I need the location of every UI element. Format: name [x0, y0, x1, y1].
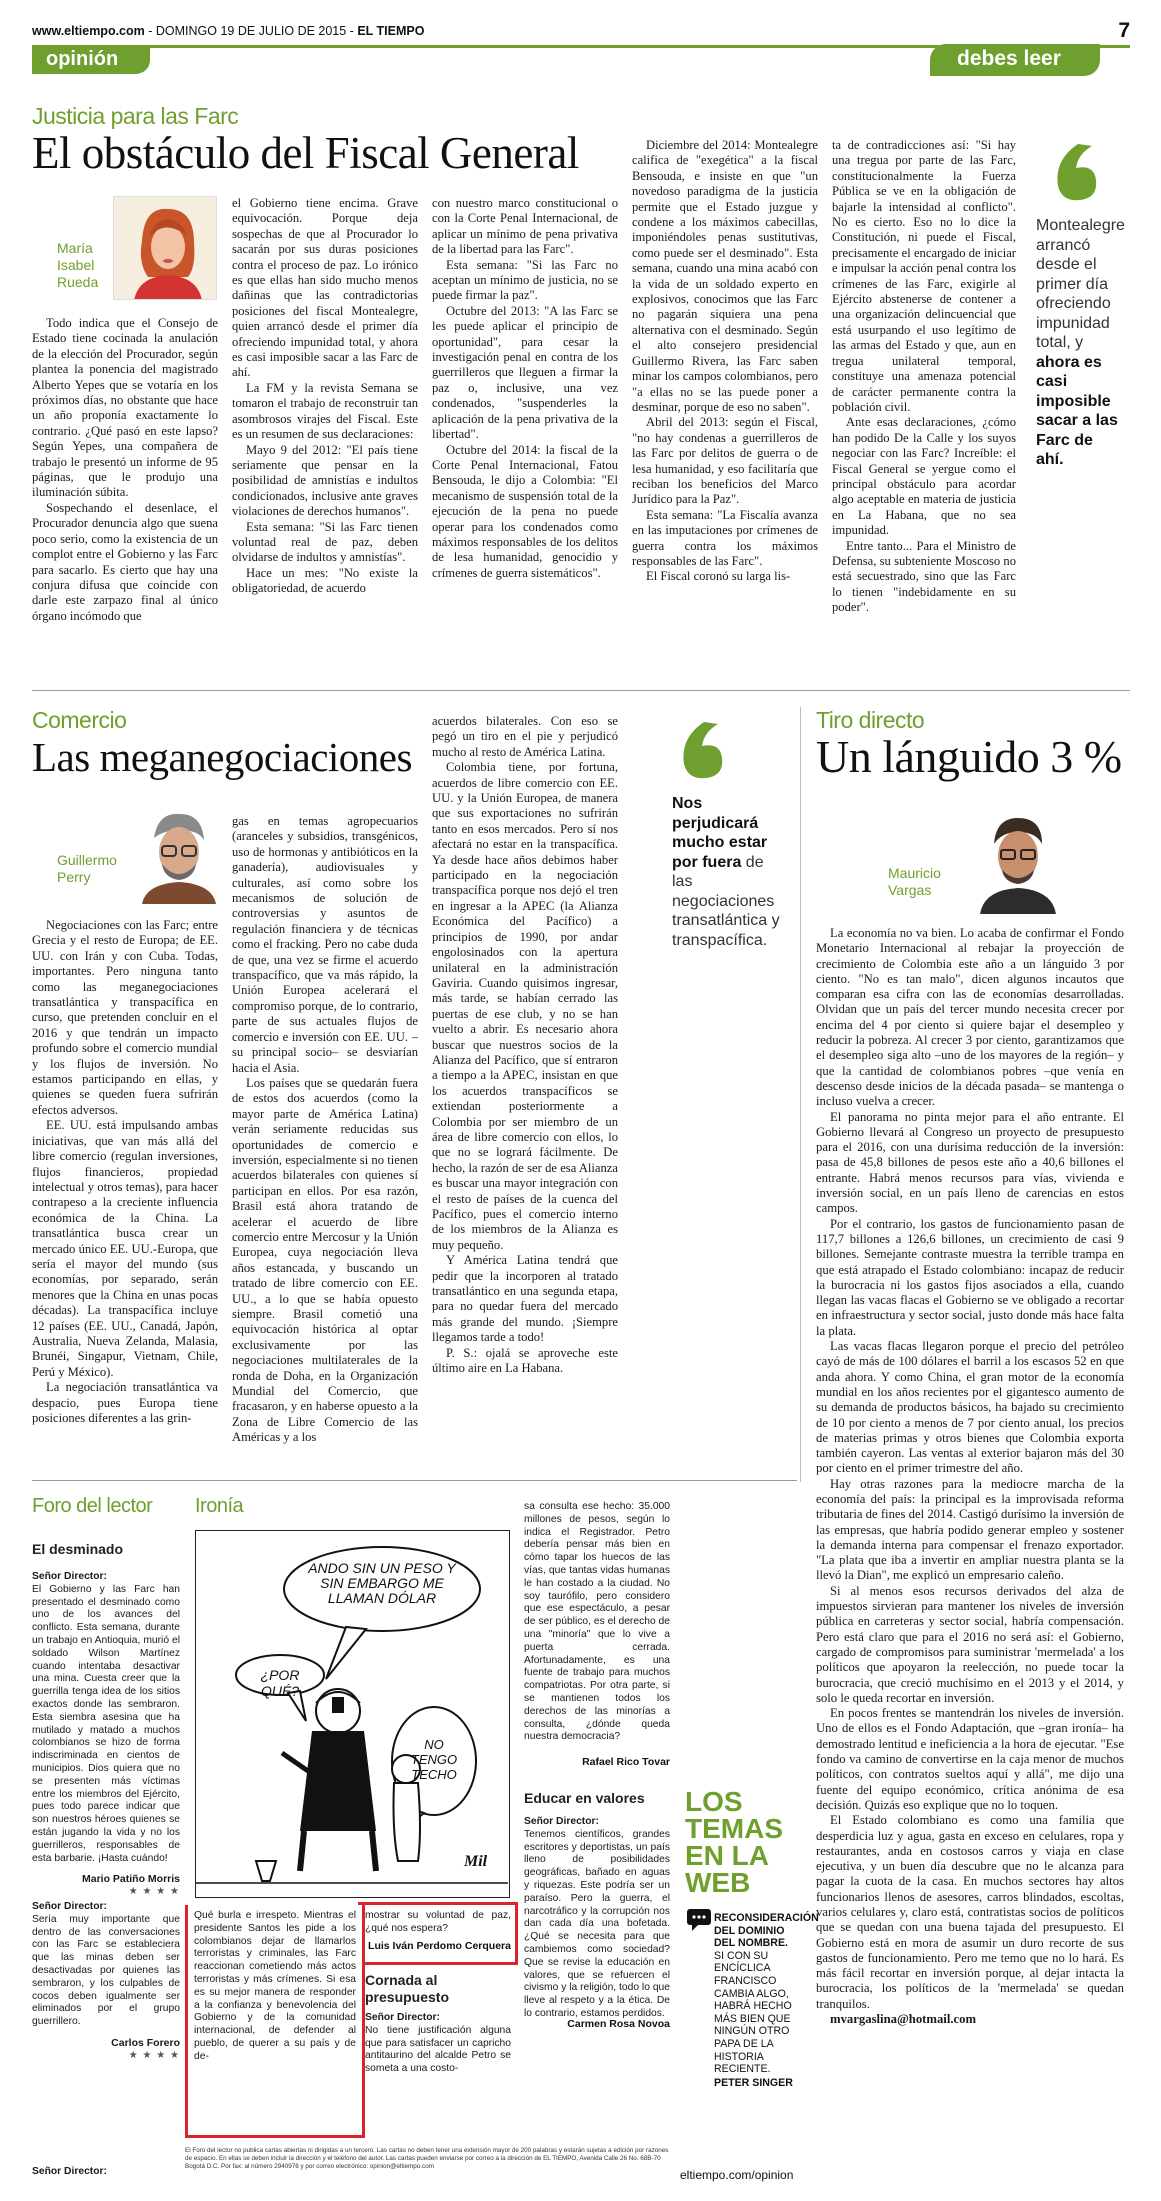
ironia-letter: Qué burla e irrespeto. Mientras el presidente Santos les pide a los colombianos dejar de llamarlos terroristas y criminales, las Farc reaccionan cometiendo más actos terroristas y más crímenes. Si esa es su mejor manera de responder a la confianza y benevolencia del Gobierno y de la comunidad internacional, de defender al pueblo, de querer a su país y de de-: [194, 1910, 356, 2062]
article3-headline: Un lánguido 3 %: [816, 731, 1122, 782]
editorial-cartoon: [195, 1530, 510, 1898]
quote-mark-icon: [674, 718, 732, 782]
site-url[interactable]: www.eltiempo.com: [32, 24, 145, 38]
author-photo-vargas: [966, 806, 1068, 914]
article2-col3: acuerdos bilaterales. Con eso se pegó un tiro en el pie y perjudicó mucho al resto de América Latina. Colombia tiene, por fortuna, acuerdos de libre comercio con EE. UU. y la Unión Europea, de manera que sus exportaciones no sufrirán tanto en esos mercados. Pero sí nos afectará no estar en la transpacífica. Ya desde hace años debimos haber participado en la negociación transpacífica porque nos dejó el tren en ingresar a la APEC (la Alianza Económica del Pacífico) a principios de 1990, por andar engolosinados con la apertura unilateral en la administración Gaviria. Cuando quisimos ingresar, más tarde, se habían cerrado las puertas de ese club, y no se han vuelto a abrir. Es necesario ahora buscar que nuestros socios de la Alianza del Pacífico, que sí entraron a tiempo a la APEC, insistan en que los acuerdos transpacíficos se extiendan posteriormente a Colombia por ser miembro de un área de libre comercio con ellos, lo que no se logrará fácilmente. De hecho, la razón de ser de esa Alianza es buscar una mayor integración con el resto de países de la cuenca del Pacífico, pues el comercio interno de los miembros de la Alianza es muy pequeño. Y América Latina tendrá que pedir que la incorporen al tratado transatlántico en una segunda etapa, para no quedar fuera del mercado más grande del mundo. ¡Siempre llegamos tarde a todo! P. S.: ojalá se aproveche este último aire en La Habana.: [432, 714, 618, 1376]
article2-kicker: Comercio: [32, 707, 127, 733]
article1-headline: El obstáculo del Fiscal General: [32, 128, 579, 178]
cornada-letter: Señor Director: No tiene justificación alguna que para satisfacer un capricho antitaurino del alcalde Petro se someta a una costo-: [365, 2012, 511, 2075]
web-box-title: LOS TEMAS EN LA WEB: [685, 1786, 783, 1898]
article1-pull-quote: Montealegre arrancó desde el primer día ofreciendo impunidad total, y ahora es casi imposible sacar a las Farc de ahí.: [1036, 217, 1125, 468]
article3-kicker: Tiro directo: [816, 707, 925, 733]
ironia-letter-cont: mostrar su voluntad de paz, ¿qué nos espera?: [365, 1910, 511, 1934]
article3-author: Mauricio Vargas: [888, 865, 941, 898]
ironia-letter-sign: Luis Iván Perdomo Cerquera: [368, 1940, 511, 1952]
highlighted-letter-top-right: [515, 1902, 518, 1964]
highlighted-letter-mid: [362, 1962, 518, 1965]
article2-col1: Negociaciones con las Farc; entre Grecia y el resto de Europa; de EE. UU. con Irán y con Cuba. Todas, importantes. Pero ninguna tanto como las meganegociaciones transatlántica y transpacífica en curso, que pretenden concluir en el 2016 y que tendrán un impacto profundo sobre el comercio mundial y los flujos de inversión. No estamos participando en ellas, y quienes se queden fuera sufrirán efectos adversos. EE. UU. está impulsando ambas iniciativas, que van más allá del libre comercio (regulan inversiones, flujos financieros, propiedad intelectual y otros temas), para hacer contrapeso a la creciente influencia económica de la China. La transatlántica busca crear un mercado único EE. UU.-Europa, que sería el mayor del mundo (sus economías, por separado, serán menores que la China en unas pocas décadas). La transpacífica incluye 12 países (EE. UU., Canadá, Japón, Australia, Nueva Zelanda, Malasia, Brunéi, Singapur, Vietnam, Chile, Perú y México). La negociación transatlántica va despacio, pues Europa tiene posiciones diferentes a las grin-: [32, 918, 218, 1425]
author-email[interactable]: mvargaslina@hotmail.com: [830, 2012, 977, 2027]
article1-author: María Isabel Rueda: [57, 240, 99, 290]
article2-headline: Las meganegociaciones: [32, 734, 412, 780]
divider-article2: [32, 1480, 797, 1481]
letter1: Señor Director: El Gobierno y las Farc han presentado el desminado como uno de los avances del conflicto. Esta semana, durante un trabajo en Antioquia, murió el soldado Wilson Martínez cuando intentaba desactivar una mina. Cuesta creer que la guerrilla tenga idea de los sitios exactos donde las sembraron. Esta siembra asesina que ha mutilado y matado a muchos colombianos se hizo de forma indiscriminada en cientos de municipios. Dios quiera que no se presenten más víctimas entre los miembros del Ejército, pues todo parece indicar que son nuestros héroes quienes se están jugando la vida y no los guerrilleros, responsables de esta barbarie. ¡Hasta cuándo! Mario Patiño Morris ★ ★ ★ ★ Señor Director: Sería muy importante que dentro de las conversaciones con las Farc se estableciera que las minas deben ser desactivadas por quienes las sembraron, y los culpables de cocos deben igualmente ser eliminados por el grupo guerrillero. Carlos Forero ★ ★ ★ ★: [32, 1571, 180, 2061]
ironia-title: Ironía: [195, 1495, 244, 1517]
header-date: - DOMINGO 19 DE JULIO DE 2015 -: [144, 24, 358, 38]
header-bar: [32, 19, 1130, 46]
foro-title: Foro del lector: [32, 1495, 153, 1517]
article1-col2: el Gobierno tiene encima. Grave equivocación. Porque deja sospechas de que al Procurador lo sacarán por sus duras posiciones contra el proceso de paz. Lo irónico es que ellas han sido mucho menos dañinas que las contradictorias posiciones del fiscal Montealegre, quien arrancó desde el primer día ofreciendo impunidad total, y ahora es casi imposible sacar a las Farc de ahí. La FM y la revista Semana se tomaron el trabajo de reconstruir tan asombrosos virajes del Fiscal. Este es un resumen de sus declaraciones: Mayo 9 del 2012: "El país tiene seriamente que pensar en la posibilidad de amnistías e indultos condicionados, inclusive ante graves violaciones de derechos humanos". Esta semana: "Si las Farc tienen voluntad real de paz, deben olvidarse de indultos y amnistías". Hace un mes: "No existe la obligatoriedad, de acuerdo: [232, 196, 418, 596]
cartoonist-signature: Mil: [464, 1853, 488, 1870]
consulta-letter: sa consulta ese hecho: 35.000 millones de pesos, según lo indica el Registrador. Petro debería pensar más bien en cómo tapar los huecos de las vías, que tantas vidas humanas le han costado a la ciudad. No soy taurófilo, pero considero que ese espectáculo, a pesar de ser público, es el derecho de una "minoría" que lo vive a puerta cerrada. Afortunadamente, es una fuente de trabajo para muchos compatriotas. Por otra parte, si se mantienen todos los derechos de las minorías a consulta, ¿dónde queda nuestra democracia?: [524, 1501, 670, 1743]
article1-col4: Diciembre del 2014: Montealegre califica de "exegética" a la fiscal Bensouda, e insiste en que "un novedoso paradigma de la justicia permite que el Estado juzgue y condene a los máximos cabecillas, imponiéndoles penas sustitutivas, como puede ser el desminado". Esta semana, cuando una mina acabó con la vida de un soldado experto en explosivos, conocimos que las Farc no pagarán siquiera una pena alternativa con el desminado. Según el alto consejero presidencial Guillermo Rivera, las Farc saben minar los campos colombianos, pero "a ellas no se las puede poner a desminar, porque de eso no saben". Abril del 2013: según el Fiscal, "no hay condenas a guerrilleros de las Farc por delitos de guerra o de lesa humanidad, y eso facilitaría que reciban los beneficios del Marco Jurídico para la Paz". Esta semana: "La Fiscalía avanza en las imputaciones por crímenes de guerra contra los máximos responsables de las Farc". El Fiscal coronó su larga lis-: [632, 138, 818, 584]
highlighted-letter-top: [358, 1902, 518, 1905]
divider-article1: [32, 690, 1130, 691]
article1-kicker: Justicia para las Farc: [32, 103, 239, 129]
educar-letter: Señor Director: Tenemos científicos, grandes escritores y deportistas, un país lleno de posibilidades geográficas, bañado en aguas y riquezas. Este podría ser un paraíso. Pero la guerra, el narcotráfico y la corrupción nos dan cada día una bofetada. ¿Qué se necesita para que cambiemos como sociedad? Que se revise la educación en valores, que se refuercen el civismo y la religión, todo lo que lleve al respeto y a la ética. De lo contrario, estamos perdidos.: [524, 1816, 670, 2019]
educar-title: Educar en valores: [524, 1790, 645, 1806]
article2-pull-quote: Nos perjudicará mucho estar por fuera de las negociaciones transatlántica y transpacífica.: [672, 795, 780, 949]
column-divider: [800, 707, 801, 1482]
article3-body: La economía no va bien. Lo acaba de confirmar el Fondo Monetario Internacional al rebajar la proyección de crecimiento de Colombia este año a un lánguido 3 por ciento. "No es tan malo", dicen algunos incautos que comparan esa cifra con las de economías desarrolladas. Olvidan que un país del tercer mundo necesita crecer por encima del 4 por ciento si quiere bajar el desempleo y reducir la pobreza. Al crecer 3 por ciento, garantizamos que el desempleo siga alto –uno de los mayores de la región– y que la cantidad de colombianos pobres –que venía en descenso desde inicios de la década pasada– se mantenga o incluso vuelva a crecer. El panorama no pinta mejor para el año entrante. El Gobierno llevará al Congreso un proyecto de presupuesto para el 2016, con una durísima reducción de la inversión: pasa de 45,8 billones de pesos este año a 40,6 billones el entrante. Habrá menos recursos para vías, vivienda e inversión social, en un país lleno de carencias en estos campos. Por el contrario, los gastos de funcionamiento pasan de 117,7 billones a 126,6 billones, un crecimiento de casi 9 billones. Semejante contraste muestra la terrible trampa en que está atrapado el Estado colombiano: incapaz de reducir la burocracia ni los gastos fijos asociados a ella, cuando llegan las vacas flacas el Gobierno se ve obligado a recortar en infraestructura y sector social, justo donde más hace falta la plata. Las vacas flacas llegaron porque el precio del petróleo cayó de más de 100 dólares el barril a los escasos 52 en que anda ahora. Y como China, el gran motor de la economía mundial en los años recientes por el gigantesco aumento de su demanda de productos básicos, ha bajado su crecimiento de 10 por ciento a menos de 7 por ciento anual, los precios de materias primas y otros bienes que Colombia exporta también cayeron. Las ventas al exterior bajaron más del 30 por ciento en el primer trimestre del año. Hay otras razones para la mediocre marcha de la economía del país: la principal es la improvisada reforma tributaria de fines del 2014. Castigó durísimo la inversión de las empresas, que habría podido generar empleo y sostener la demanda interna para compensar el frenazo exportador. "La plata que iba a invertir en ampliar nuestra planta se la llevó la Dian", me explicó un empresario caleño. Si al menos esos recursos derivados del alza de impuestos sirvieran para mantener los niveles de inversión pública en carreteras y sector social, habría compensación. Pero está claro que para el 2016 no será así: el Gobierno, cargado de compromisos para suministrar 'mermelada' a los políticos que apoyaron la reelección, no puede tocar la burocracia, que creció muchísimo en el 2013 y el 2014, y solo le queda recortar en inversión. En pocos frentes se mantendrán los niveles de inversión. Uno de ellos es el Fondo Adaptación, que –gran ironía– ha demostrado lentitud e ineficiencia a la hora de ejecutar. "Ese fondo va camino de convertirse en la caja menor de muchos políticos, con contratos sueltos aquí y allá", me dijo una fuente del equipo económico, crítica anónima de esa decisión. Quizás eso explique que no lo toquen. El Estado colombiano es como una familia que desperdicia luz y agua, gasta en exceso en celulares, ropa y restaurantes, anda en costosos carros y viaja en clase ejecutiva, y un buen día descubre que no le alcanza para pagar la cuota de la casa. En muchos sectores hay altos funcionarios llenos de asesores, carros blindados, escoltas, varios celulares y, claro está, contratistas socios de políticos que se quedan con una buena tajada del presupuesto. El Gobierno está en mora de asumir un duro recorte de sus gastos de funcionamiento. Pero me temo que no lo hará. Es más fácil recortar en inversión porque, al dejar intacta la burocracia, los políticos de la 'mermelada' se quedan tranquilos. mvargaslina@hotmail.com: [816, 926, 1124, 2027]
web-box-url[interactable]: eltiempo.com/opinion: [680, 2168, 794, 2182]
article2-author: Guillermo Perry: [57, 852, 117, 885]
section-tab-opinion: opinión: [32, 46, 150, 74]
footer-note: El Foro del lector no publica cartas abiertas ni dirigidas a un tercero. Las cartas no deben tener una extensión mayor de 200 palabras y estarán sujetas a edición por razones de espacio. En ellas se deben incluir la dirección y el teléfono del autor. Las cartas pueden enviarse por correo a la dirección de EL TIEMPO, Avenida Calle 26 No. 68B-70 Bogotá D.C. Por fax: al número 2940976 y por correo electrónico: opinion@eltiempo.com: [185, 2147, 669, 2170]
web-box-article[interactable]: RECONSIDERACIÓN DEL DOMINIO DEL NOMBRE. SI CON SU ENCÍCLICA FRANCISCO CAMBIA ALGO, HABRÁ HECHO MÁS BIEN QUE NINGÚN OTRO PAPA DE LA HISTORIA RECIENTE. PETER SINGER: [714, 1912, 819, 2089]
chat-icon: [686, 1908, 712, 1932]
article1-col5: ta de contradicciones así: "Si hay una tregua por parte de las Farc, constitucionalmente la Fuerza Pública se ve en la obligación de bajarle la intensidad al conflicto". No es cierto. Eso no lo dice la Constitución, ni puede el Fiscal, precisamente el encargado de iniciar e impulsar la acción penal contra los crímenes de las Farc, exigirle al Ejército abstenerse de contener a una organización delincuencial que está usurpando el uso legítimo de las armas del Estado y que, aun en tregua unilateral temporal, constituye una amenaza potencial de carácter permanente contra la población civil. Ante esas declaraciones, ¿cómo han podido De la Calle y los suyos negociar con las Farc? Increíble: el Fiscal General se yergue como el principal obstáculo para acordar algo aceptable en materia de justicia en La Habana, que no sea impunidad. Entre tanto... Para el Ministro de Defensa, su subteniente Moscoso no está secuestrado, sino que las Farc lo tienen "indebidamente en su poder".: [832, 138, 1016, 615]
article1-col3: con nuestro marco constitucional o con la Corte Penal Internacional, de aplicar un mínimo de pena privativa de la libertad para las Farc". Esta semana: "Si las Farc no aceptan un mínimo de justicia, no se puede firmar la paz". Octubre del 2013: "A las Farc se les puede aplicar el principio de oportunidad", para cesar la investigación penal en contra de los guerrilleros que lleguen a firmar la paz o, inclusive, una vez condenados, "suspenderles la aplicación de la pena privativa de la libertad". Octubre del 2014: la fiscal de la Corte Penal Internacional, Fatou Bensouda, le dijo a Colombia: "El mecanismo de suspensión total de la ejecución de la pena no puede operar para los condenados como máximos responsables de los delitos de lesa humanidad, genocidio y crímenes de guerra sistemáticos".: [432, 196, 618, 580]
letter3-salute: Señor Director:: [32, 2166, 107, 2177]
article1-col1: Todo indica que el Consejo de Estado tiene cocinada la anulación de la elección del Procurador, según plantea la ponencia del magistrado Alberto Yepes que se votaría en los próximos días, no obstante que hace un año proponía exactamente lo contrario. ¿Qué pasó en este lapso? Según Yepes, una compañera de trabajo le presentó un informe de 95 páginas, que le produjo una iluminación súbita. Sospechando el desenlace, el Procurador denuncia algo que suena poco serio, como la existencia de un complot entre el Gobierno y las Farc para sacarlo. Es cierto que hay una conjura difusa que coincide con darle este zarpazo final al único órgano incómodo que: [32, 316, 218, 623]
quote-mark-icon: [1048, 140, 1106, 204]
author-photo-perry: [124, 800, 228, 904]
page-number: 7: [1118, 19, 1130, 42]
debes-leer-tab[interactable]: debes leer: [930, 44, 1100, 76]
cartoon-bubble-3: NO TENGO TECHO: [410, 1737, 458, 1782]
article2-col2: gas en temas agropecuarios (aranceles y subsidios, transgénicos, uso de hormonas y antibióticos en la ganadería), audiovisuales y culturales, así como sobre los mecanismos de solución de controversias y asuntos de regulación financiera y de técnicas como el fracking. Pero no cabe duda de que, una vez se firme el acuerdo transpacífico, que va más rápido, la Unión Europea acelerará el compromiso porque, de lo contrario, parte de sus actuales flujos de comercio e inversión con EE. UU. –su principal socio– se desviarían hacia el Asia. Los países que se quedarán fuera de estos dos acuerdos (como la mayor parte de América Latina) verán seriamente reducidas sus oportunidades de comercio e inversión, especialmente si no tienen acuerdos bilaterales con quienes sí participan en ellos. Por esa razón, Brasil está ahora tratando de acelerar el acuerdo de libre comercio entre Mercosur y la Unión Europea, cuya negociación lleva años estancada, y buscando un tratado de libre comercio con EE. UU., a lo que se había opuesto siempre. Brasil cometió una equivocación histórica al optar exclusivamente por las negociaciones multilaterales de la ronda de Doha, en la Organización Mundial del Comercio, que fracasaron, y en haberse opuesto a la Zona de Libre Comercio de las Américas y a los: [232, 814, 418, 1445]
consulta-sign: Rafael Rico Tovar: [582, 1756, 670, 1768]
educar-sign: Carmen Rosa Novoa: [567, 2018, 670, 2030]
cartoon-bubble-2: ¿POR QUÉ?: [260, 1667, 300, 1699]
cornada-title: Cornada al presupuesto: [365, 1972, 450, 2005]
author-photo-rueda: [113, 196, 217, 300]
letter1-title: El desminado: [32, 1541, 124, 1557]
cartoon-bubble-1: ANDO SIN UN PESO Y SIN EMBARGO ME LLAMAN DÓLAR: [308, 1560, 456, 1606]
paper-name: EL TIEMPO: [357, 24, 425, 38]
